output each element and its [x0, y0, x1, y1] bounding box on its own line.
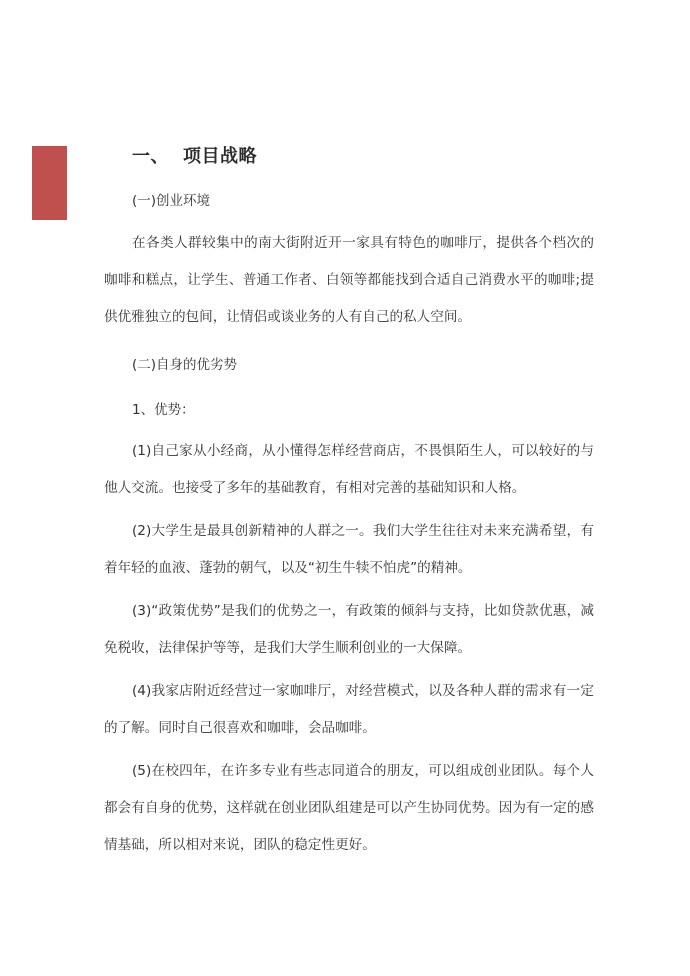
paragraph-strength-1: (1)自己家从小经商，从小懂得怎样经营商店，不畏惧陌生人，可以较好的与他人交流。也接受了多年的基础教育，有相对完善的基础知识和人格。 — [104, 443, 594, 496]
heading-title: 项目战略 — [183, 146, 257, 167]
strengths-label: 1、优势： — [132, 402, 195, 418]
section-heading — [132, 142, 257, 168]
paragraph-strength-3: (3)“政策优势”是我们的优势之一，有政策的倾斜与支持，比如贷款优惠，减免税收，法律保护等等，是我们大学生顺利创业的一大保障。 — [104, 603, 594, 656]
subsection-title-environment: (一)创业环境 — [132, 193, 211, 209]
subsection-title-strengths-weaknesses: (二)自身的优劣势 — [132, 357, 238, 373]
heading-number: 一、 — [132, 146, 169, 167]
paragraph-strength-4: (4)我家店附近经营过一家咖啡厅，对经营模式，以及各种人群的需求有一定的了解。同时自己很喜欢和咖啡，会品咖啡。 — [104, 683, 594, 736]
accent-bar — [32, 146, 67, 220]
paragraph-strength-2: (2)大学生是最具创新精神的人群之一。我们大学生往往对未来充满希望，有着年轻的血液、蓬勃的朝气，以及“初生牛犊不怕虎”的精神。 — [104, 523, 594, 576]
paragraph-environment: 在各类人群较集中的南大街附近开一家具有特色的咖啡厅，提供各个档次的咖啡和糕点，让学生、普通工作者、白领等都能找到合适自己消费水平的咖啡;提供优雅独立的包间，让情侣或谈业务的人有自己的私人空间。 — [104, 235, 594, 325]
paragraph-strength-5: (5)在校四年，在许多专业有些志同道合的朋友，可以组成创业团队。每个人都会有自身的优势，这样就在创业团队组建是可以产生协同优势。因为有一定的感情基础，所以相对来说，团队的稳定性更好。 — [104, 763, 594, 853]
